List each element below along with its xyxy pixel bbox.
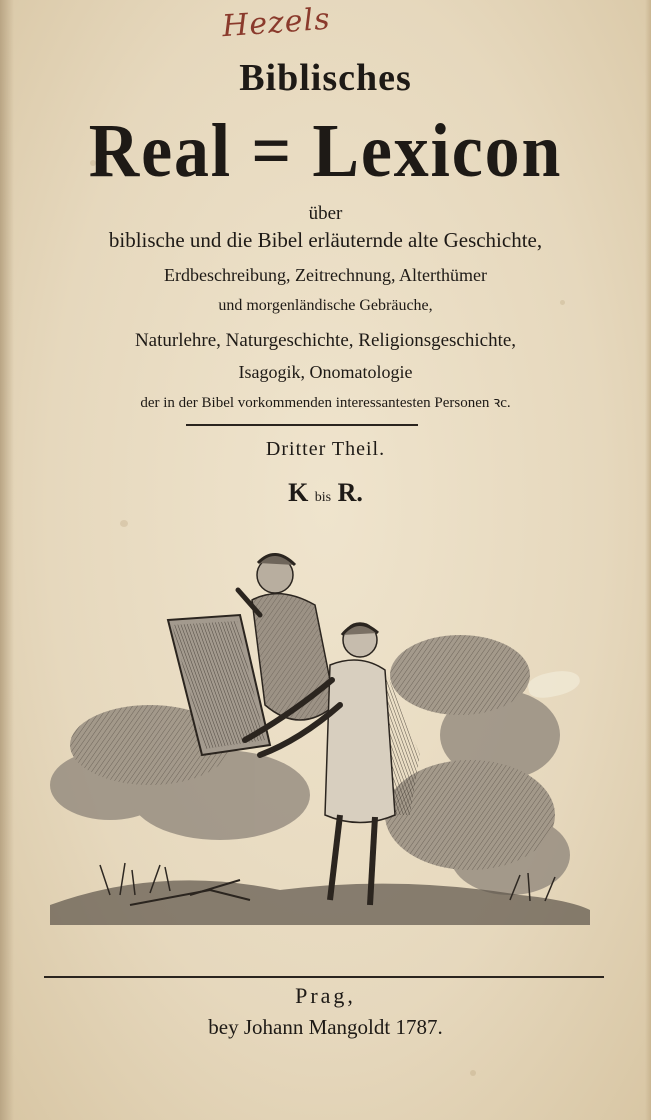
imprint-publisher: bey Johann Mangoldt 1787. — [208, 1015, 443, 1039]
subtitle-line-2: Erdbeschreibung, Zeitrechnung, Alterthümer — [164, 265, 487, 285]
divider-rule-bottom — [44, 976, 604, 978]
engraving-vignette-icon — [40, 545, 600, 945]
title-line-1: Biblisches — [239, 57, 412, 99]
range-bis: bis — [314, 490, 332, 505]
foxing-spot — [470, 1070, 476, 1076]
subtitle-line-4: Naturlehre, Naturgeschichte, Religionsgeschichte, — [134, 330, 517, 351]
page-edge-shadow-right — [645, 0, 651, 1120]
volume-part: Dritter Theil. — [265, 438, 386, 460]
volume-range — [0, 478, 651, 508]
subtitle-ueber: über — [308, 203, 343, 224]
subtitle-line-6: der in der Bibel vorkommenden interessantesten Personen ꝛc. — [140, 395, 511, 411]
foxing-spot — [120, 520, 128, 527]
page-edge-shadow-left — [0, 0, 14, 1120]
divider-rule — [186, 424, 418, 426]
handwritten-signature: Hezels — [220, 1, 332, 45]
subtitle-line-3: und morgenländische Gebräuche, — [218, 297, 433, 314]
subtitle-line-1: biblische und die Bibel erläuternde alte Geschichte, — [108, 228, 543, 252]
range-from: K — [288, 478, 309, 507]
imprint-place: Prag, — [295, 983, 356, 1008]
range-to: R. — [337, 478, 363, 507]
main-title: Real = Lexicon — [88, 109, 563, 193]
subtitle-line-5: Isagogik, Onomatologie — [238, 362, 413, 382]
